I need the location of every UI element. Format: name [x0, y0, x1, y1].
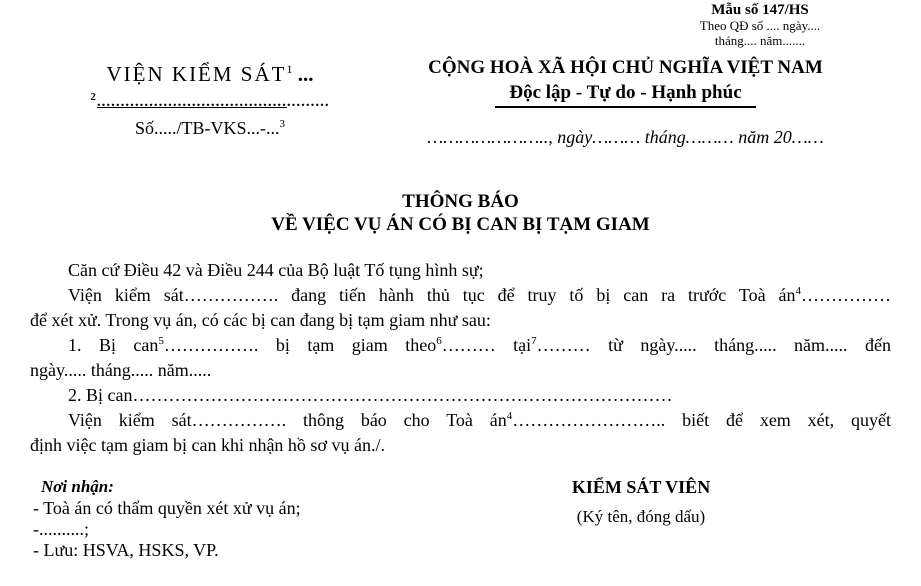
- footnote-marker-2: 2: [90, 91, 97, 103]
- footnote-marker-4b: 4: [506, 410, 513, 422]
- national-header-block: [370, 56, 921, 148]
- document-number: [50, 112, 370, 140]
- form-decision-line: Theo QĐ số .... ngày....: [699, 18, 821, 33]
- agency-subline-dots: .........: [286, 94, 330, 110]
- signer-instruction: (Ký tên, đóng dấu): [576, 507, 706, 526]
- agency-subline: [50, 87, 370, 112]
- footnote-marker-4: 4: [795, 285, 801, 297]
- para-detainee-1-line1: 1. Bị can$^5$……………. bị tạm giam theo$^6$……… tại$^7$……… từ ngày..... tháng..... năm..... đến: [68, 335, 891, 355]
- national-motto-text: Độc lập - Tự do - Hạnh phúc: [495, 82, 755, 108]
- document-body: [30, 258, 891, 458]
- form-reference-block: [660, 3, 860, 48]
- para-legal-basis: Căn cứ Điều 42 và Điều 244 của Bộ luật Tố tụng hình sự;: [68, 260, 484, 280]
- para-notification: [30, 408, 891, 458]
- place-date-line: ………………….., ngày……… tháng……… năm 20……: [427, 127, 824, 147]
- title-line-1: THÔNG BÁO: [402, 191, 519, 212]
- form-number: Mẫu số 147/HS: [711, 2, 809, 18]
- footnote-marker-7: 7: [531, 335, 537, 347]
- footnote-marker-1: 1: [286, 62, 293, 76]
- agency-name-fill: ...: [292, 62, 314, 86]
- agency-name-text: VIỆN KIỂM SÁT: [106, 62, 287, 86]
- para-detainee-1: [30, 333, 891, 383]
- document-footer: [0, 476, 921, 561]
- recipient-item: - Lưu: HSVA, HSKS, VP.: [33, 540, 219, 560]
- agency-subline-dots-underlined: ........................................: [96, 94, 287, 110]
- para-procedure-line2: để xét xử. Trong vụ án, có các bị can đang bị tạm giam như sau:: [30, 310, 491, 330]
- country-name: CỘNG HOÀ XÃ HỘI CHỦ NGHĨA VIỆT NAM: [428, 57, 823, 78]
- signature-block: [501, 476, 781, 561]
- form-decision-date: tháng.... năm.......: [714, 33, 806, 48]
- para-procedure-line1: Viện kiểm sát……………. đang tiến hành thủ tục để truy tố bị can ra trước Toà $án^4\dots\dots\dots\dots\dots$: [68, 285, 891, 305]
- para-notification-line1: Viện kiểm sát……………. thông báo cho Toà $án^4\dots\dots\dots\dots\dots\dots\dots\dots$.. biết để xem xét, quyết: [68, 410, 892, 430]
- para-procedure: [30, 283, 891, 333]
- footnote-marker-3: 3: [279, 118, 285, 130]
- recipients-block: [33, 476, 423, 561]
- recipients-label: Nơi nhận:: [41, 477, 114, 496]
- para-detainee-1-line2: ngày..... tháng..... năm.....: [30, 360, 212, 380]
- document-title: [0, 190, 921, 236]
- signer-title: KIỂM SÁT VIÊN: [571, 477, 711, 497]
- footnote-marker-6: 6: [436, 335, 442, 347]
- recipient-item: - Toà án có thẩm quyền xét xử vụ án;: [33, 498, 301, 518]
- issuing-agency-block: [0, 56, 370, 148]
- title-line-2: VỀ VIỆC VỤ ÁN CÓ BỊ CAN BỊ TẠM GIAM: [271, 214, 650, 235]
- national-motto: [370, 82, 881, 108]
- para-detainee-2: 2. Bị can………………………………………………………………………………: [68, 385, 673, 405]
- footnote-marker-5: 5: [158, 335, 164, 347]
- para-notification-line2: định việc tạm giam bị can khi nhận hồ sơ vụ án./.: [30, 435, 385, 455]
- recipient-item: -..........;: [33, 519, 89, 539]
- document-number-text: Số...../TB-VKS...-...: [134, 118, 280, 138]
- agency-name: [50, 56, 370, 87]
